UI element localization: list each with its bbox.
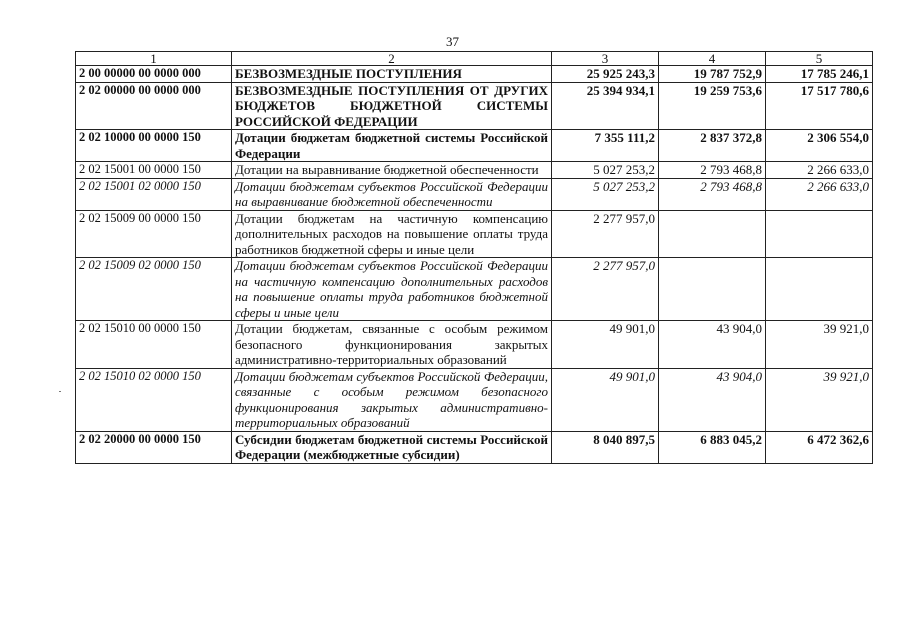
value-col-3-cell: 49 901,0: [552, 321, 659, 369]
value-col-3-cell: 7 355 111,2: [552, 130, 659, 162]
value-col-4-cell: 43 904,0: [659, 321, 766, 369]
table-row: [76, 178, 873, 210]
budget-name-cell: БЕЗВОЗМЕЗДНЫЕ ПОСТУПЛЕНИЯ ОТ ДРУГИХ БЮДЖЕТОВ БЮДЖЕТНОЙ СИСТЕМЫ РОССИЙСКОЙ ФЕДЕРАЦИИ: [232, 82, 552, 130]
budget-code-cell: 2 02 00000 00 0000 000: [76, 82, 232, 130]
value-col-4-cell: [659, 210, 766, 258]
value-col-5-cell: 2 266 633,0: [766, 162, 873, 179]
value-col-5-cell: 2 266 633,0: [766, 178, 873, 210]
budget-code-cell: 2 02 10000 00 0000 150: [76, 130, 232, 162]
budget-name-cell: Дотации бюджетам, связанные с особым режимом безопасного функционирования закрытых административно-территориальных образований: [232, 321, 552, 369]
table-row: [76, 66, 873, 83]
value-col-4-cell: 6 883 045,2: [659, 431, 766, 463]
table-header-row: [76, 52, 873, 66]
budget-name-cell: БЕЗВОЗМЕЗДНЫЕ ПОСТУПЛЕНИЯ: [232, 66, 552, 83]
page-number: 37: [446, 34, 459, 49]
table-row: [76, 82, 873, 130]
budget-name-cell: Дотации бюджетам субъектов Российской Федерации, связанные с особым режимом безопасного функционирования закрытых административно-территориальных образований: [232, 368, 552, 431]
value-col-3-cell: 8 040 897,5: [552, 431, 659, 463]
value-col-5-cell: [766, 210, 873, 258]
value-col-5-cell: 17 517 780,6: [766, 82, 873, 130]
value-col-4-cell: 43 904,0: [659, 368, 766, 431]
value-col-4-cell: 2 793 468,8: [659, 178, 766, 210]
value-col-3-cell: 2 277 957,0: [552, 258, 659, 321]
value-col-4-cell: 19 259 753,6: [659, 82, 766, 130]
value-col-4-cell: 19 787 752,9: [659, 66, 766, 83]
budget-table: [75, 51, 873, 464]
table-row: [76, 210, 873, 258]
budget-name-cell: Дотации бюджетам на частичную компенсацию дополнительных расходов на повышение оплаты труда работников бюджетной сферы и иные цели: [232, 210, 552, 258]
table-row: [76, 368, 873, 431]
budget-code-cell: 2 02 15009 00 0000 150: [76, 210, 232, 258]
value-col-3-cell: 25 925 243,3: [552, 66, 659, 83]
value-col-5-cell: 39 921,0: [766, 368, 873, 431]
value-col-4-cell: [659, 258, 766, 321]
budget-code-cell: 2 02 15009 02 0000 150: [76, 258, 232, 321]
value-col-3-cell: 49 901,0: [552, 368, 659, 431]
budget-name-cell: Дотации на выравнивание бюджетной обеспеченности: [232, 162, 552, 179]
budget-name-cell: Дотации бюджетам бюджетной системы Российской Федерации: [232, 130, 552, 162]
value-col-5-cell: 2 306 554,0: [766, 130, 873, 162]
value-col-5-cell: [766, 258, 873, 321]
budget-code-cell: 2 02 15001 00 0000 150: [76, 162, 232, 179]
budget-code-cell: 2 02 15001 02 0000 150: [76, 178, 232, 210]
header-col-4: 4: [659, 52, 766, 66]
value-col-4-cell: 2 793 468,8: [659, 162, 766, 179]
table-row: [76, 431, 873, 463]
budget-code-cell: 2 00 00000 00 0000 000: [76, 66, 232, 83]
value-col-3-cell: 5 027 253,2: [552, 162, 659, 179]
header-col-1: 1: [76, 52, 232, 66]
table-row: [76, 130, 873, 162]
budget-code-cell: 2 02 15010 02 0000 150: [76, 368, 232, 431]
budget-name-cell: Субсидии бюджетам бюджетной системы Российской Федерации (межбюджетные субсидии): [232, 431, 552, 463]
value-col-3-cell: 25 394 934,1: [552, 82, 659, 130]
value-col-5-cell: 17 785 246,1: [766, 66, 873, 83]
budget-code-cell: 2 02 15010 00 0000 150: [76, 321, 232, 369]
table-row: [76, 162, 873, 179]
scan-speck: [59, 391, 61, 392]
header-col-2: 2: [232, 52, 552, 66]
value-col-5-cell: 39 921,0: [766, 321, 873, 369]
value-col-5-cell: 6 472 362,6: [766, 431, 873, 463]
table-row: [76, 321, 873, 369]
table-row: [76, 258, 873, 321]
budget-name-cell: Дотации бюджетам субъектов Российской Федерации на частичную компенсацию дополнительных расходов на повышение оплаты труда работников бюджетной сферы и иные цели: [232, 258, 552, 321]
budget-name-cell: Дотации бюджетам субъектов Российской Федерации на выравнивание бюджетной обеспеченности: [232, 178, 552, 210]
value-col-3-cell: 5 027 253,2: [552, 178, 659, 210]
value-col-3-cell: 2 277 957,0: [552, 210, 659, 258]
value-col-4-cell: 2 837 372,8: [659, 130, 766, 162]
header-col-5: 5: [766, 52, 873, 66]
budget-code-cell: 2 02 20000 00 0000 150: [76, 431, 232, 463]
header-col-3: 3: [552, 52, 659, 66]
